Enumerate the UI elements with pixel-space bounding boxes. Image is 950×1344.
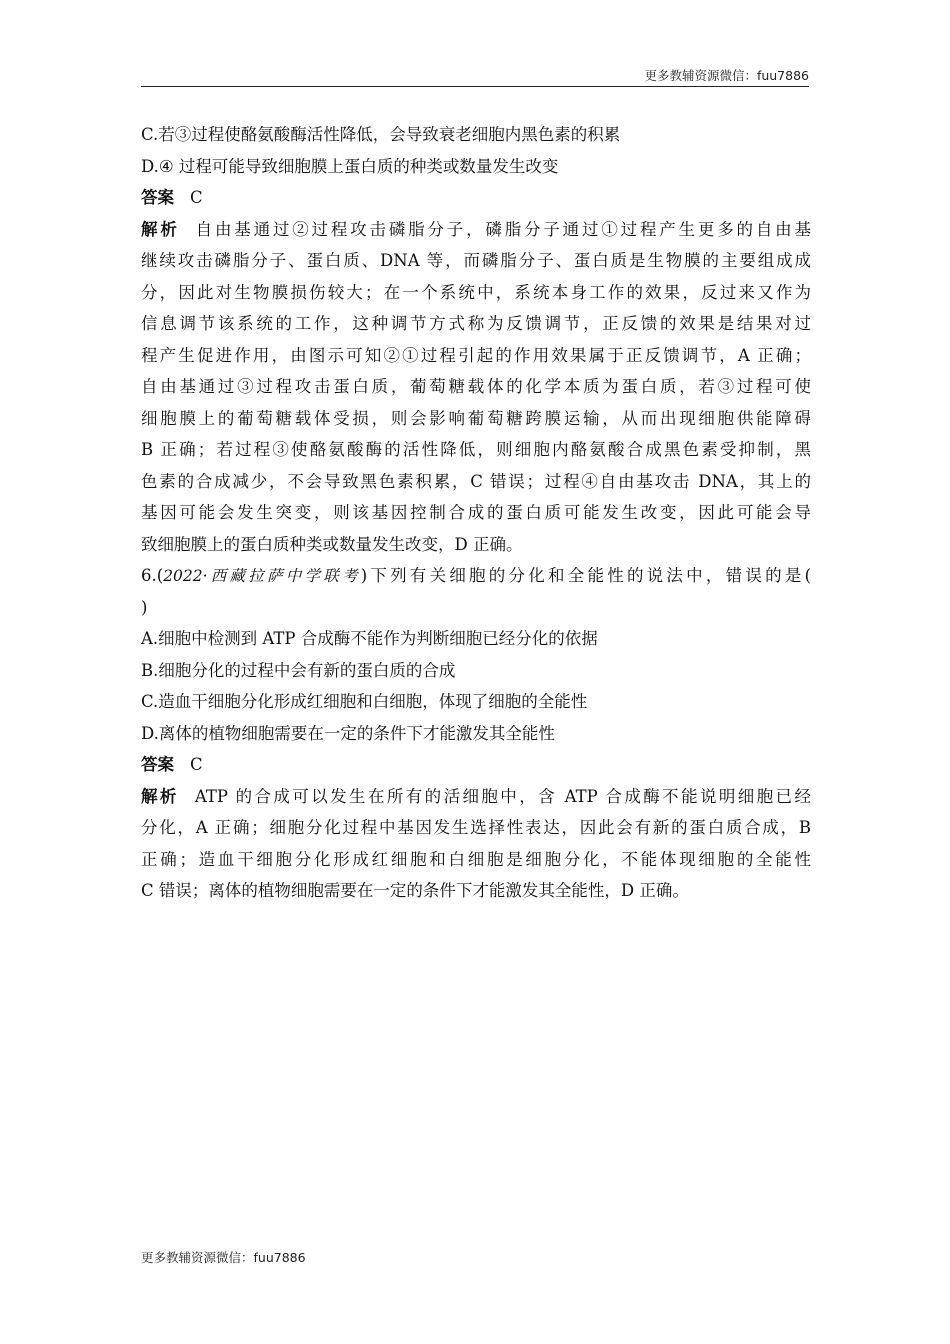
- question-source: 2022·西藏拉萨中学联考: [163, 567, 361, 585]
- question-number: 6.(: [141, 566, 164, 585]
- option-a: A.细胞中检测到 ATP 合成酶不能作为判断细胞已经分化的依据: [141, 629, 598, 648]
- question-stem-end: ): [141, 597, 148, 617]
- header-text: 更多教辅资源微信：fuu7886: [644, 68, 809, 83]
- option-c: C.若③过程使酪氨酸酶活性降低，会导致衰老细胞内黑色素的积累: [141, 125, 621, 144]
- option-d: D.④ 过程可能导致细胞膜上蛋白质的种类或数量发生改变: [141, 156, 559, 176]
- page-content: [141, 119, 811, 907]
- answer-label: 答案: [141, 755, 174, 774]
- option-d: D.离体的植物细胞需要在一定的条件下才能激发其全能性: [141, 723, 555, 743]
- analysis-line: 继续攻击磷脂分子、蛋白质、DNA 等，而磷脂分子、蛋白质是生物膜的主要组成成: [141, 251, 811, 270]
- analysis-line: 色素的合成减少，不会导致黑色素积累，C 错误；过程④自由基攻击 DNA，其上的: [141, 471, 811, 491]
- analysis-label: 解析: [141, 786, 179, 806]
- analysis-line: B 正确；若过程③使酪氨酸酶的活性降低，则细胞内酪氨酸合成黑色素受抑制，黑: [141, 440, 811, 459]
- analysis-line: 分，因此对生物膜损伤较大；在一个系统中，系统本身工作的效果，反过来又作为: [141, 282, 811, 302]
- question-text: )下列有关细胞的分化和全能性的说法中，错误的是(: [360, 566, 811, 585]
- answer-value: C: [190, 755, 203, 774]
- analysis-line: 细胞膜上的葡萄糖载体受损，则会影响葡萄糖跨膜运输，从而出现细胞供能障碍: [141, 408, 811, 428]
- option-b: B.细胞分化的过程中会有新的蛋白质的合成: [141, 660, 456, 680]
- analysis-line: [141, 781, 811, 813]
- analysis-line: 程产生促进作用，由图示可知②①过程引起的作用效果属于正反馈调节，A 正确；: [141, 345, 811, 365]
- analysis-line: 正确；造血干细胞分化形成红细胞和白细胞是细胞分化，不能体现细胞的全能性: [141, 849, 811, 869]
- answer-row: [141, 749, 811, 781]
- analysis-line: [141, 214, 811, 246]
- analysis-text: 自由基通过②过程攻击磷脂分子，磷脂分子通过①过程产生更多的自由基: [195, 219, 811, 239]
- analysis-line: C 错误；离体的植物细胞需要在一定的条件下才能激发其全能性，D 正确。: [141, 881, 689, 900]
- answer-value: C: [190, 188, 203, 207]
- header-rule: [141, 86, 809, 87]
- answer-label: 答案: [141, 188, 174, 207]
- analysis-line: 基因可能会发生突变，则该基因控制合成的蛋白质可能发生改变，因此可能会导: [141, 503, 811, 522]
- analysis-line: 信息调节该系统的工作，这种调节方式称为反馈调节，正反馈的效果是结果对过: [141, 314, 811, 333]
- footer-text: 更多教辅资源微信：fuu7886: [141, 1250, 306, 1265]
- analysis-line: 自由基通过③过程攻击蛋白质，葡萄糖载体的化学本质为蛋白质，若③过程可使: [141, 377, 811, 396]
- analysis-text: ATP 的合成可以发生在所有的活细胞中，含 ATP 合成酶不能说明细胞已经: [194, 786, 811, 806]
- option-c: C.造血干细胞分化形成红细胞和白细胞，体现了细胞的全能性: [141, 692, 588, 711]
- analysis-line: 分化，A 正确；细胞分化过程中基因发生选择性表达，因此会有新的蛋白质合成，B: [141, 818, 811, 837]
- analysis-label: 解析: [141, 219, 180, 239]
- question-stem: [141, 560, 811, 592]
- analysis-line: 致细胞膜上的蛋白质种类或数量发生改变，D 正确。: [141, 534, 523, 554]
- answer-row: [141, 182, 811, 214]
